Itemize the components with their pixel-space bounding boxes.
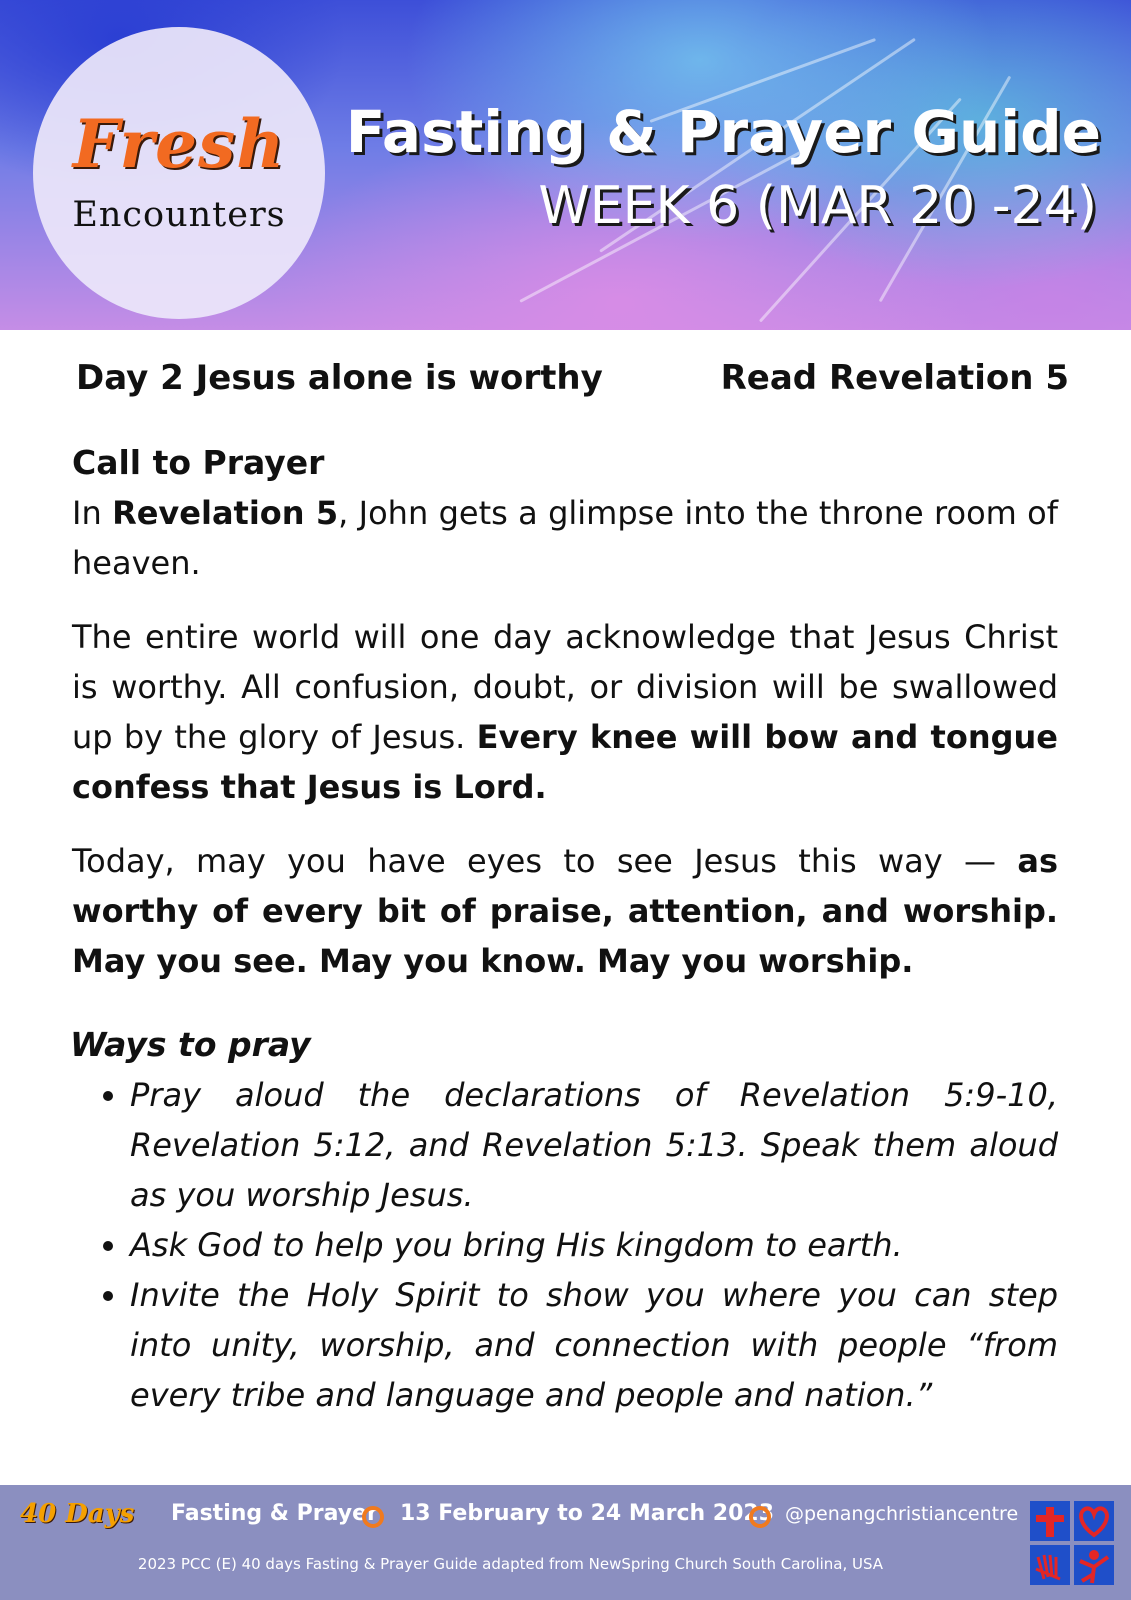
list-item: • Invite the Holy Spirit to show you where you can step into unity, worship, and connection with people “from every tribe and language and people and nation.” [130,1270,1058,1420]
logo-encounters-text: Encounters [72,195,286,235]
credit-line: 2023 PCC (E) 40 days Fasting & Prayer Guide adapted from NewSpring Church South Carolina, USA [137,1555,884,1573]
paragraph-1-bold: Revelation 5 [112,494,339,532]
header-banner [0,0,1131,330]
social-handle: @penangchristiancentre [785,1503,1019,1525]
logo-fresh-text: Fresh [72,105,286,183]
paragraph-2 [72,612,1058,812]
forty-days-text: 40 Days [20,1499,135,1529]
day-title: Day 2 Jesus alone is worthy [76,358,603,398]
reading-reference: Read Revelation 5 [720,358,1069,398]
paragraph-3-text: Today, may you have eyes to see Jesus this way — [72,842,1018,880]
page-title: Fasting & Prayer Guide [345,98,1101,166]
paragraph-1-text-end: , John gets a glimpse into the throne room of heaven. [72,494,1059,582]
ways-to-pray-list [72,1070,1058,1420]
week-subtitle: WEEK 6 (MAR 20 -24) [538,176,1097,236]
paragraph-1 [72,488,1058,588]
fresh-encounters-logo [33,27,325,319]
paragraph-3-bold: as worthy of every bit of praise, attention, and worship. May you see. May you know. May you worship. [72,842,1058,980]
paragraph-2-text: The entire world will one day acknowledge that Jesus Christ is worthy. All confusion, doubt, or division will be swallowed up by the glory of Jesus. [72,618,1058,756]
ways-to-pray-heading: Ways to pray [70,1025,311,1064]
paragraph-3 [72,836,1058,986]
footer-bar [0,1485,1131,1600]
fasting-prayer-text: Fasting & Prayer [171,1501,378,1526]
list-item: • Pray aloud the declarations of Revelation 5:9-10, Revelation 5:12, and Revelation 5:13. Speak them aloud as you worship Jesus. [130,1070,1058,1220]
bullet-dot-icon [749,1506,771,1528]
list-item: • Ask God to help you bring His kingdom to earth. [130,1220,1058,1270]
campaign-dates: 13 February to 24 March 2023 [400,1501,775,1526]
call-to-prayer-heading: Call to Prayer [72,443,325,482]
bullet-dot-icon [362,1506,384,1528]
paragraph-1-text: In [72,494,113,532]
paragraph-2-bold: Every knee will bow and tongue confess that Jesus is Lord. [72,718,1059,806]
church-logo-icon [1028,1499,1116,1587]
devotional-content [72,438,1058,1420]
